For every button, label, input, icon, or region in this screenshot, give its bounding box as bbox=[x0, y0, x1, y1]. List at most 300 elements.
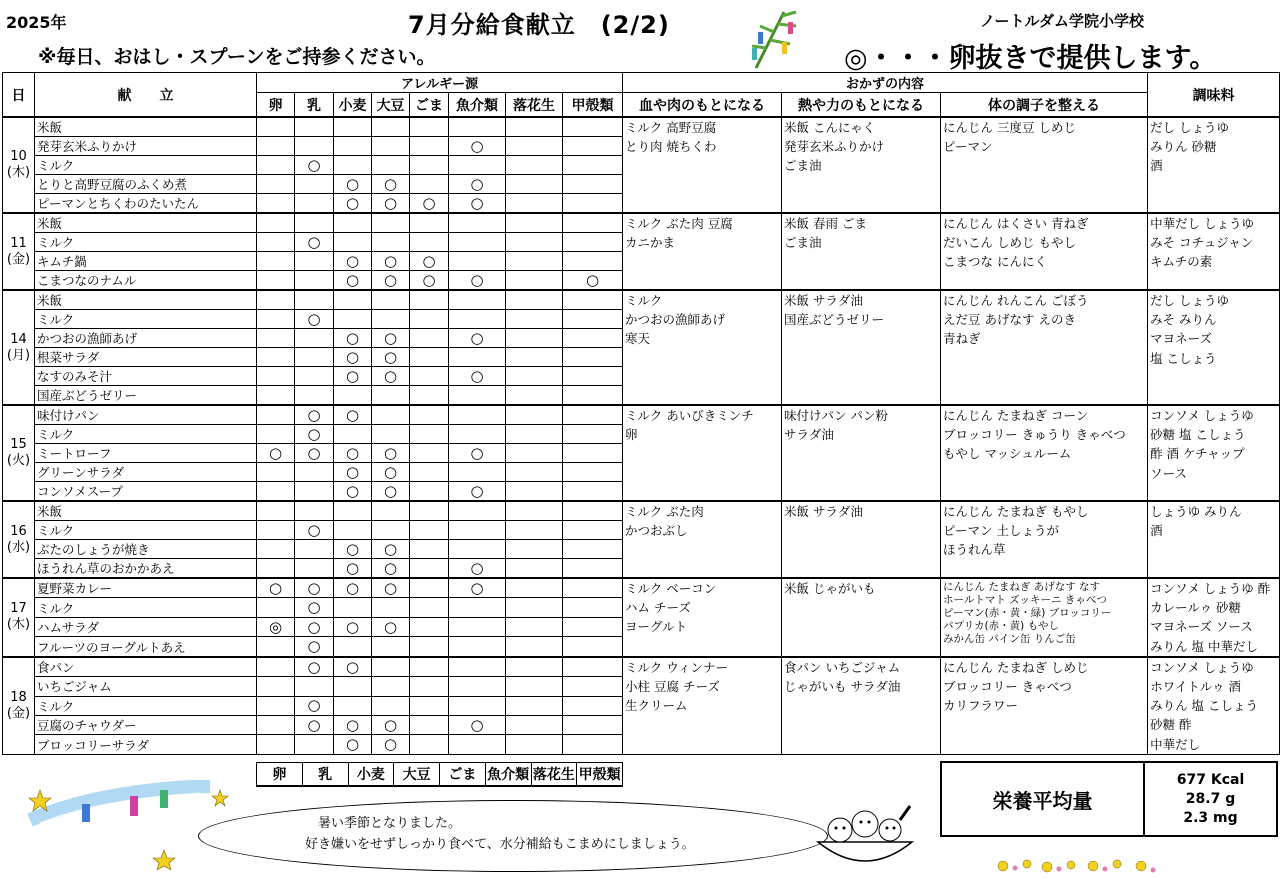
menu-item: 味付けパン bbox=[35, 405, 257, 425]
allergen-mark bbox=[410, 578, 449, 598]
allergen-mark: ○ bbox=[372, 444, 410, 463]
allergen-mark bbox=[506, 386, 563, 406]
allergen-mark: ○ bbox=[372, 194, 410, 214]
allergen-mark bbox=[563, 252, 623, 271]
menu-item: グリーンサラダ bbox=[35, 463, 257, 482]
allergen-mark bbox=[295, 117, 334, 137]
allergen-mark bbox=[506, 405, 563, 425]
allergen-mark bbox=[449, 310, 506, 329]
allergen-footer-3: 大豆 bbox=[394, 763, 440, 787]
allergen-mark bbox=[506, 137, 563, 156]
okazu-blood-line: とり肉 焼ちくわ bbox=[625, 139, 717, 155]
allergen-mark bbox=[372, 696, 410, 715]
allergen-mark bbox=[257, 637, 295, 657]
allergen-mark bbox=[563, 329, 623, 348]
allergen-mark bbox=[506, 310, 563, 329]
nutrition-kcal: 677 Kcal bbox=[1176, 772, 1245, 788]
allergen-mark bbox=[295, 252, 334, 271]
allergen-mark bbox=[334, 425, 372, 444]
okazu-body-line: にんじん たまねぎ もやし bbox=[943, 504, 1089, 519]
okazu-blood-cell bbox=[623, 117, 782, 213]
allergen-mark bbox=[506, 290, 563, 310]
okazu-header-0: 血や肉のもとになる bbox=[623, 93, 782, 118]
allergen-mark: ○ bbox=[372, 463, 410, 482]
allergen-mark bbox=[449, 735, 506, 754]
allergen-mark bbox=[257, 137, 295, 156]
allergen-mark bbox=[563, 559, 623, 579]
allergen-mark: ○ bbox=[334, 405, 372, 425]
allergen-mark bbox=[563, 386, 623, 406]
allergen-mark bbox=[334, 501, 372, 521]
okazu-body-line: ブロッコリー きゅうり きゃべつ bbox=[943, 427, 1126, 443]
allergen-mark bbox=[295, 677, 334, 696]
menu-item: 根菜サラダ bbox=[35, 348, 257, 367]
allergen-mark: ○ bbox=[372, 540, 410, 559]
allergen-mark: ○ bbox=[449, 194, 506, 214]
allergen-mark: ○ bbox=[449, 578, 506, 598]
allergen-mark: ○ bbox=[295, 598, 334, 617]
allergen-mark bbox=[410, 444, 449, 463]
allergen-mark: ○ bbox=[372, 367, 410, 386]
allergen-mark bbox=[449, 290, 506, 310]
allergen-mark: ○ bbox=[449, 716, 506, 735]
allergen-mark bbox=[506, 578, 563, 598]
allergen-mark bbox=[372, 598, 410, 617]
okazu-blood-line: ミルク あいびきミンチ bbox=[625, 408, 754, 423]
allergen-mark bbox=[563, 117, 623, 137]
okazu-energy-cell bbox=[782, 213, 941, 290]
okazu-seasoning-line: マヨネーズ bbox=[1150, 331, 1212, 347]
day-date: 11 bbox=[10, 235, 27, 251]
allergen-mark bbox=[257, 194, 295, 214]
allergen-mark bbox=[334, 156, 372, 175]
allergen-mark bbox=[410, 735, 449, 754]
allergen-mark bbox=[372, 677, 410, 696]
okazu-blood-line: 小柱 豆腐 チーズ bbox=[625, 679, 720, 695]
allergen-mark bbox=[563, 463, 623, 482]
allergen-mark bbox=[410, 501, 449, 521]
okazu-seasoning-line: だし しょうゆ bbox=[1150, 120, 1230, 135]
okazu-energy-cell bbox=[782, 117, 941, 213]
allergen-mark bbox=[295, 735, 334, 754]
menu-item: キムチ鍋 bbox=[35, 252, 257, 271]
allergen-footer-0: 卵 bbox=[257, 763, 303, 787]
egg-free-note: ◎・・・卵抜きで提供します。 bbox=[844, 43, 1217, 74]
okazu-energy-line: 味付けパン パン粉 bbox=[784, 408, 889, 423]
allergen-mark: ○ bbox=[334, 252, 372, 271]
allergen-mark: ○ bbox=[563, 271, 623, 291]
allergen-mark bbox=[410, 598, 449, 617]
allergen-mark bbox=[449, 677, 506, 696]
allergen-mark bbox=[372, 657, 410, 677]
okazu-body-line: ピーマン(赤・黄・緑) ブロッコリー bbox=[943, 607, 1112, 619]
allergen-mark bbox=[563, 598, 623, 617]
col-allergen-group: アレルギー源 bbox=[257, 73, 623, 93]
allergen-mark bbox=[449, 405, 506, 425]
day-date: 17 bbox=[10, 601, 27, 617]
menu-item: 発芽玄米ふりかけ bbox=[35, 137, 257, 156]
okazu-seasoning-cell bbox=[1148, 213, 1280, 290]
menu-item: こまつなのナムル bbox=[35, 271, 257, 291]
allergen-mark bbox=[506, 482, 563, 502]
allergen-mark bbox=[563, 696, 623, 715]
allergen-mark bbox=[563, 348, 623, 367]
table-row bbox=[3, 213, 1280, 233]
okazu-blood-line: ミルク bbox=[625, 293, 663, 308]
menu-item: ぶたのしょうが焼き bbox=[35, 540, 257, 559]
allergen-mark bbox=[257, 463, 295, 482]
allergen-mark: ○ bbox=[334, 735, 372, 754]
allergen-mark bbox=[506, 540, 563, 559]
menu-item: 食パン bbox=[35, 657, 257, 677]
okazu-body-line: にんじん たまねぎ しめじ bbox=[943, 659, 1089, 675]
allergen-mark: ○ bbox=[449, 137, 506, 156]
allergen-mark bbox=[410, 425, 449, 444]
okazu-body-line: だいこん しめじ もやし bbox=[943, 235, 1076, 251]
day-weekday: (月) bbox=[6, 347, 31, 363]
allergen-mark: ○ bbox=[334, 444, 372, 463]
allergen-mark: ○ bbox=[295, 578, 334, 598]
day-date: 14 bbox=[10, 331, 27, 347]
allergen-mark bbox=[372, 213, 410, 233]
allergen-mark bbox=[295, 482, 334, 502]
allergen-mark bbox=[410, 290, 449, 310]
allergen-mark bbox=[410, 117, 449, 137]
okazu-header-2: 体の調子を整える bbox=[941, 93, 1148, 118]
allergen-mark bbox=[372, 405, 410, 425]
allergen-mark: ○ bbox=[372, 559, 410, 579]
okazu-energy-line: サラダ油 bbox=[784, 427, 834, 443]
allergen-mark bbox=[257, 290, 295, 310]
menu-item: ミルク bbox=[35, 310, 257, 329]
allergen-mark bbox=[295, 137, 334, 156]
allergen-mark bbox=[257, 386, 295, 406]
allergen-mark bbox=[257, 501, 295, 521]
okazu-body-cell bbox=[941, 578, 1148, 657]
day-weekday: (金) bbox=[6, 251, 31, 267]
allergen-mark bbox=[449, 696, 506, 715]
allergen-mark bbox=[257, 598, 295, 617]
allergen-mark bbox=[372, 501, 410, 521]
table-row bbox=[3, 657, 1280, 677]
allergen-mark bbox=[563, 175, 623, 194]
okazu-body-line: 青ねぎ bbox=[943, 331, 981, 347]
allergen-mark: ○ bbox=[334, 578, 372, 598]
okazu-seasoning-line: しょうゆ みりん bbox=[1150, 504, 1242, 519]
allergen-mark bbox=[410, 617, 449, 636]
menu-item: 米飯 bbox=[35, 290, 257, 310]
day-weekday: (水) bbox=[6, 539, 31, 555]
allergen-mark bbox=[563, 617, 623, 636]
allergen-mark bbox=[334, 521, 372, 540]
allergen-footer-2: 小麦 bbox=[348, 763, 394, 787]
menu-item: 国産ぶどうゼリー bbox=[35, 386, 257, 406]
allergen-mark: ○ bbox=[295, 696, 334, 715]
okazu-seasoning-line: マヨネーズ ソース bbox=[1150, 619, 1253, 635]
allergen-mark bbox=[563, 637, 623, 657]
allergen-mark: ○ bbox=[372, 271, 410, 291]
allergen-mark bbox=[563, 482, 623, 502]
allergen-mark: ○ bbox=[295, 425, 334, 444]
allergen-mark: ○ bbox=[410, 271, 449, 291]
allergen-mark: ○ bbox=[449, 271, 506, 291]
allergen-mark: ○ bbox=[410, 252, 449, 271]
okazu-body-cell bbox=[941, 213, 1148, 290]
allergen-mark bbox=[257, 559, 295, 579]
menu-item: コンソメスープ bbox=[35, 482, 257, 502]
col-seasoning: 調味料 bbox=[1148, 73, 1280, 118]
allergen-mark bbox=[563, 677, 623, 696]
allergen-mark bbox=[372, 233, 410, 252]
okazu-energy-cell bbox=[782, 405, 941, 501]
allergen-mark bbox=[506, 735, 563, 754]
allergen-mark bbox=[506, 444, 563, 463]
allergen-mark bbox=[257, 213, 295, 233]
okazu-seasoning-line: カレールゥ 砂糖 bbox=[1150, 600, 1242, 616]
allergen-mark bbox=[449, 598, 506, 617]
allergen-mark bbox=[410, 213, 449, 233]
allergen-mark bbox=[449, 425, 506, 444]
allergen-mark bbox=[334, 117, 372, 137]
allergen-mark bbox=[563, 233, 623, 252]
allergen-mark bbox=[410, 156, 449, 175]
menu-item: なすのみそ汁 bbox=[35, 367, 257, 386]
okazu-body-cell bbox=[941, 405, 1148, 501]
menu-item: ハムサラダ bbox=[35, 617, 257, 636]
allergen-mark bbox=[410, 559, 449, 579]
allergen-mark bbox=[506, 463, 563, 482]
allergen-mark bbox=[410, 637, 449, 657]
allergen-mark bbox=[257, 175, 295, 194]
allergen-mark bbox=[506, 271, 563, 291]
allergen-mark: ○ bbox=[372, 617, 410, 636]
allergen-mark: ○ bbox=[334, 329, 372, 348]
allergen-mark bbox=[257, 329, 295, 348]
allergen-header-3: 大豆 bbox=[372, 93, 410, 118]
allergen-mark bbox=[257, 252, 295, 271]
allergen-mark bbox=[563, 501, 623, 521]
okazu-energy-cell bbox=[782, 657, 941, 755]
allergen-mark bbox=[372, 117, 410, 137]
year-label: 2025年 bbox=[6, 13, 67, 32]
allergen-mark bbox=[257, 482, 295, 502]
nutrition-protein: 28.7 g bbox=[1185, 791, 1236, 807]
allergen-mark bbox=[506, 521, 563, 540]
allergen-mark bbox=[506, 117, 563, 137]
day-cell bbox=[3, 578, 35, 657]
menu-item: いちごジャム bbox=[35, 677, 257, 696]
okazu-blood-cell bbox=[623, 657, 782, 755]
okazu-seasoning-line: ソース bbox=[1150, 465, 1187, 481]
allergen-mark bbox=[257, 540, 295, 559]
allergen-mark bbox=[334, 310, 372, 329]
table-row bbox=[3, 578, 1280, 598]
allergen-mark bbox=[563, 213, 623, 233]
allergen-mark: ○ bbox=[449, 329, 506, 348]
allergen-footer-7: 甲殻類 bbox=[577, 763, 623, 787]
allergen-mark bbox=[295, 348, 334, 367]
okazu-seasoning-cell bbox=[1148, 405, 1280, 501]
day-cell bbox=[3, 657, 35, 755]
allergen-header-1: 乳 bbox=[295, 93, 334, 118]
okazu-blood-line: かつおの漁師あげ bbox=[625, 312, 726, 328]
allergen-mark bbox=[295, 559, 334, 579]
allergen-mark bbox=[257, 657, 295, 677]
allergen-mark bbox=[334, 677, 372, 696]
okazu-seasoning-line: 酒 bbox=[1150, 523, 1163, 539]
allergen-mark bbox=[506, 677, 563, 696]
allergen-mark: ○ bbox=[372, 175, 410, 194]
okazu-blood-line: ハム チーズ bbox=[625, 600, 691, 616]
allergen-mark bbox=[563, 310, 623, 329]
menu-item: ミルク bbox=[35, 598, 257, 617]
allergen-mark bbox=[334, 213, 372, 233]
allergen-header-4: ごま bbox=[410, 93, 449, 118]
day-weekday: (木) bbox=[6, 617, 31, 633]
allergen-mark bbox=[334, 386, 372, 406]
allergen-mark bbox=[257, 677, 295, 696]
allergen-mark bbox=[410, 367, 449, 386]
allergen-mark bbox=[506, 425, 563, 444]
okazu-energy-line: 米飯 こんにゃく bbox=[784, 120, 876, 135]
allergen-header-0: 卵 bbox=[257, 93, 295, 118]
allergen-mark bbox=[449, 348, 506, 367]
allergen-mark: ○ bbox=[334, 540, 372, 559]
flower-border-icon bbox=[995, 856, 1160, 876]
allergen-mark bbox=[506, 501, 563, 521]
okazu-body-line: にんじん 三度豆 しめじ bbox=[943, 120, 1076, 135]
okazu-blood-line: 寒天 bbox=[625, 331, 651, 347]
menu-table bbox=[2, 72, 1280, 755]
allergen-mark bbox=[506, 252, 563, 271]
allergen-mark bbox=[449, 233, 506, 252]
okazu-blood-line: 卵 bbox=[625, 427, 638, 443]
table-row bbox=[3, 117, 1280, 137]
allergen-mark bbox=[410, 137, 449, 156]
allergen-mark: ○ bbox=[295, 310, 334, 329]
allergen-header-6: 落花生 bbox=[506, 93, 563, 118]
okazu-body-line: ピーマン bbox=[943, 139, 993, 155]
allergen-mark bbox=[257, 405, 295, 425]
okazu-seasoning-line: 中華だし bbox=[1150, 736, 1201, 752]
allergen-mark bbox=[257, 521, 295, 540]
allergen-mark bbox=[257, 716, 295, 735]
okazu-seasoning-cell bbox=[1148, 501, 1280, 578]
allergen-mark bbox=[257, 156, 295, 175]
okazu-seasoning-line: コンソメ しょうゆ bbox=[1150, 659, 1254, 675]
table-row bbox=[3, 405, 1280, 425]
menu-item: ミルク bbox=[35, 425, 257, 444]
allergen-mark: ○ bbox=[334, 617, 372, 636]
allergen-mark bbox=[295, 271, 334, 291]
okazu-body-cell bbox=[941, 117, 1148, 213]
chopsticks-note: ※毎日、おはし・スプーンをご持参ください。 bbox=[38, 46, 436, 68]
allergen-mark bbox=[506, 716, 563, 735]
allergen-mark bbox=[334, 233, 372, 252]
col-day: 日 bbox=[3, 73, 35, 118]
allergen-mark: ○ bbox=[334, 657, 372, 677]
allergen-mark bbox=[506, 696, 563, 715]
menu-item: とりと高野豆腐のふくめ煮 bbox=[35, 175, 257, 194]
okazu-energy-line: 米飯 じゃがいも bbox=[784, 581, 876, 596]
allergen-mark: ○ bbox=[449, 367, 506, 386]
allergen-mark bbox=[295, 213, 334, 233]
allergen-mark: ○ bbox=[295, 716, 334, 735]
okazu-body-line: ホールトマト ズッキーニ きゃべつ bbox=[943, 594, 1107, 606]
message-line-1: 暑い季節となりました。 bbox=[318, 816, 462, 831]
allergen-mark bbox=[372, 521, 410, 540]
okazu-body-line: ブロッコリー きゃべつ bbox=[943, 679, 1072, 695]
allergen-mark: ○ bbox=[449, 559, 506, 579]
allergen-mark bbox=[506, 156, 563, 175]
allergen-mark bbox=[295, 386, 334, 406]
allergen-mark bbox=[506, 329, 563, 348]
allergen-mark bbox=[506, 348, 563, 367]
allergen-mark bbox=[410, 310, 449, 329]
okazu-blood-cell bbox=[623, 578, 782, 657]
allergen-mark bbox=[410, 405, 449, 425]
okazu-seasoning-line: みりん 塩 中華だし bbox=[1150, 638, 1259, 654]
allergen-header-5: 魚介類 bbox=[449, 93, 506, 118]
okazu-body-line: ピーマン 土しょうが bbox=[943, 523, 1060, 539]
allergen-mark bbox=[334, 696, 372, 715]
menu-item: 夏野菜カレー bbox=[35, 578, 257, 598]
allergen-mark bbox=[506, 598, 563, 617]
okazu-seasoning-cell bbox=[1148, 657, 1280, 755]
okazu-body-line: ほうれん草 bbox=[943, 542, 1006, 558]
okazu-seasoning-cell bbox=[1148, 290, 1280, 405]
okazu-seasoning-line: 塩 こしょう bbox=[1150, 350, 1217, 366]
allergen-mark bbox=[257, 425, 295, 444]
allergen-mark: ○ bbox=[334, 463, 372, 482]
okazu-blood-line: ヨーグルト bbox=[625, 619, 688, 635]
allergen-mark bbox=[563, 290, 623, 310]
okazu-body-line: にんじん たまねぎ コーン bbox=[943, 408, 1089, 423]
okazu-body-line: にんじん たまねぎ あげなす なす bbox=[943, 581, 1101, 593]
day-weekday: (火) bbox=[6, 453, 31, 468]
okazu-energy-line: 米飯 サラダ油 bbox=[784, 293, 863, 308]
okazu-body-line: こまつな にんにく bbox=[943, 254, 1048, 270]
okazu-blood-line: 生クリーム bbox=[625, 698, 688, 714]
day-date: 15 bbox=[10, 437, 27, 452]
allergen-mark: ○ bbox=[372, 252, 410, 271]
allergen-footer-1: 乳 bbox=[302, 763, 348, 787]
allergen-header-7: 甲殻類 bbox=[563, 93, 623, 118]
allergen-mark bbox=[449, 657, 506, 677]
allergen-mark bbox=[295, 329, 334, 348]
allergen-mark: ○ bbox=[449, 444, 506, 463]
allergen-mark: ○ bbox=[449, 482, 506, 502]
okazu-seasoning-line: コンソメ しょうゆ 酢 bbox=[1150, 581, 1271, 596]
allergen-mark bbox=[506, 637, 563, 657]
allergen-mark: ○ bbox=[372, 735, 410, 754]
allergen-mark bbox=[410, 233, 449, 252]
day-date: 10 bbox=[10, 149, 27, 164]
okazu-body-line: もやし マッシュルーム bbox=[943, 446, 1072, 462]
day-cell bbox=[3, 405, 35, 501]
allergen-mark bbox=[410, 540, 449, 559]
allergen-mark bbox=[257, 117, 295, 137]
allergen-mark bbox=[506, 657, 563, 677]
allergen-mark bbox=[295, 540, 334, 559]
allergen-mark: ○ bbox=[334, 716, 372, 735]
menu-item: 米飯 bbox=[35, 501, 257, 521]
message-line-2: 好き嫌いをせずしっかり食べて、水分補給もこまめにしましょう。 bbox=[305, 837, 695, 852]
allergen-mark bbox=[257, 348, 295, 367]
okazu-seasoning-line: 酒 bbox=[1150, 158, 1163, 174]
allergen-mark bbox=[410, 696, 449, 715]
allergen-mark bbox=[449, 386, 506, 406]
